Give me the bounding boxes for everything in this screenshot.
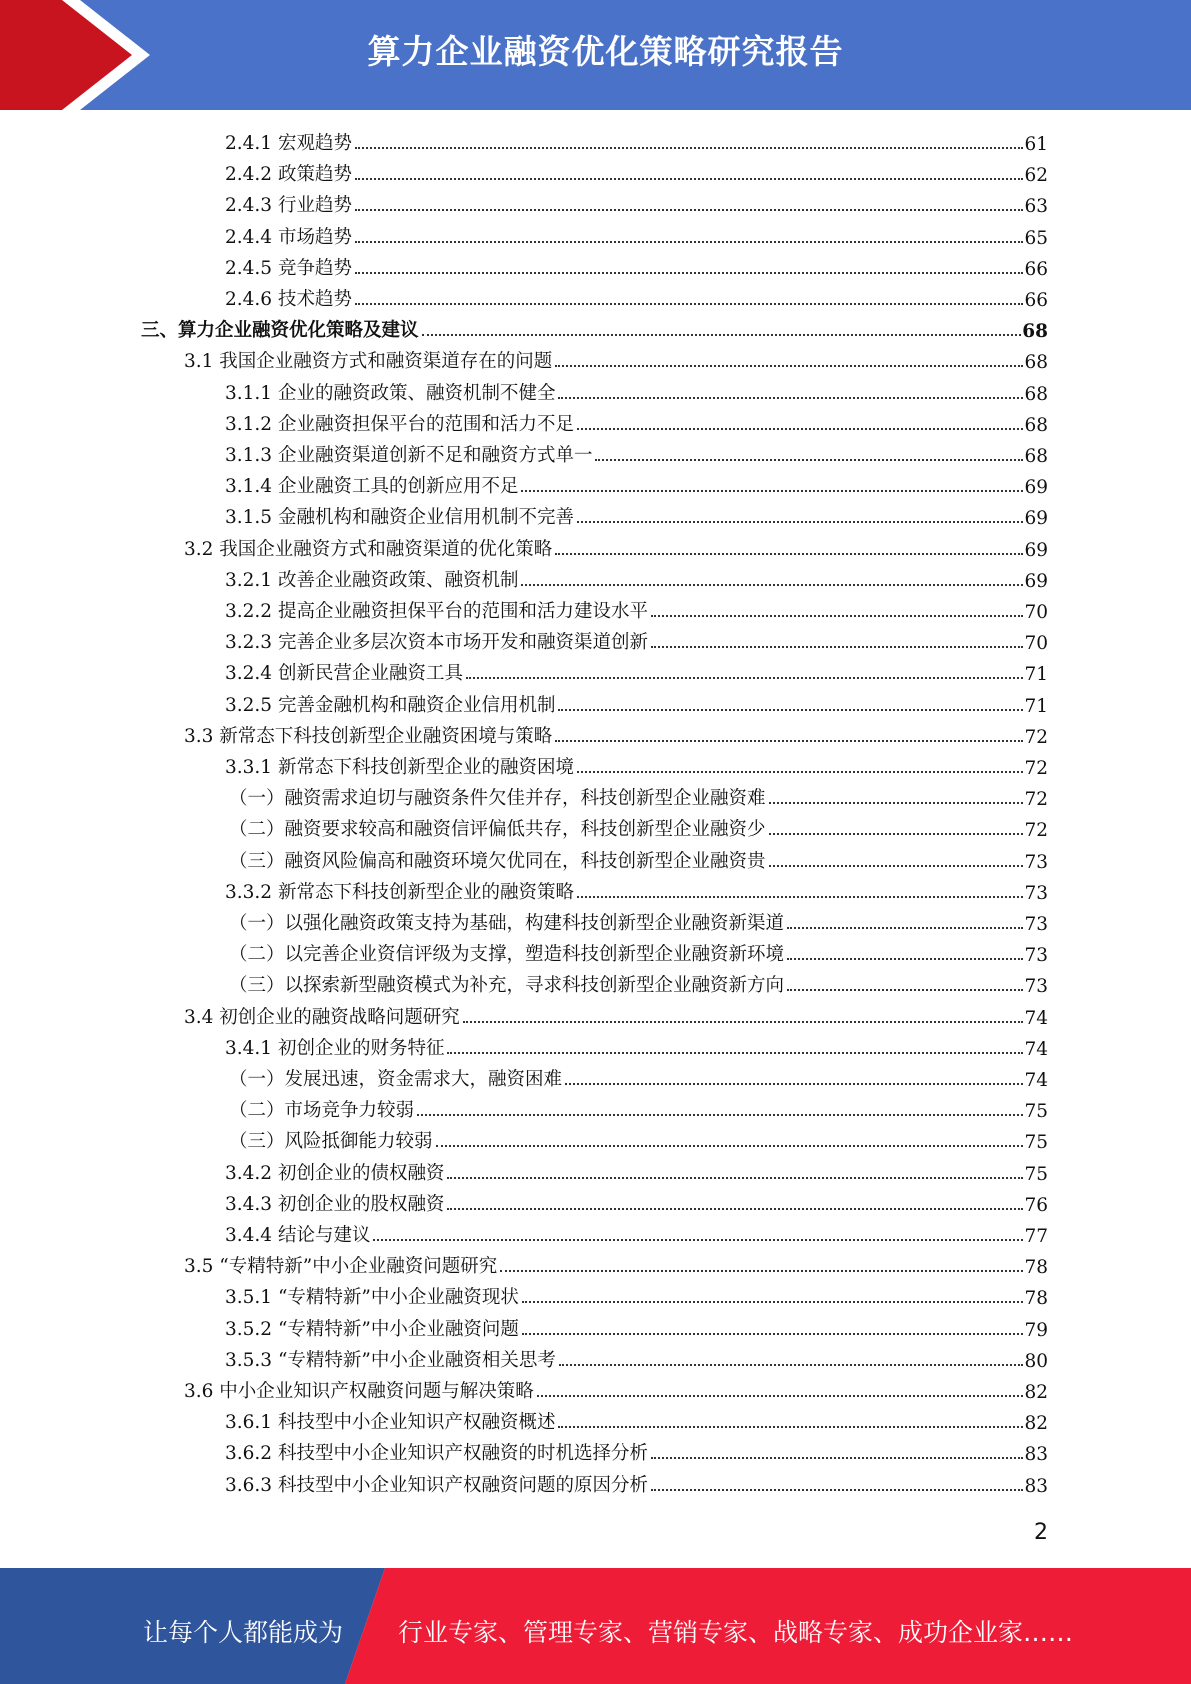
toc-dot-leader: [555, 740, 1023, 742]
toc-dot-leader: [787, 989, 1023, 991]
toc-entry-title: 3.4.1 初创企业的财务特征: [225, 1037, 445, 1059]
toc-entry[interactable]: [225, 436, 1048, 467]
toc-entry-page: 82: [1024, 1382, 1048, 1403]
toc-entry-title: 3.2.4 创新民营企业融资工具: [225, 663, 463, 685]
toc-entry-page: 82: [1024, 1413, 1048, 1435]
toc-entry-page: 69: [1024, 508, 1048, 530]
toc-entry[interactable]: [184, 530, 1048, 561]
toc-dot-leader: [558, 397, 1023, 399]
page-footer: [0, 1568, 1191, 1684]
toc-entry-title: （二）市场竞争力较弱: [229, 1100, 415, 1122]
toc-entry-title: 3.5 “专精特新”中小企业融资问题研究: [184, 1256, 498, 1278]
toc-entry-page: 74: [1024, 1070, 1048, 1091]
toc-entry-page: 75: [1024, 1101, 1048, 1123]
toc-dot-leader: [447, 1052, 1023, 1054]
toc-entry-page: 74: [1024, 1038, 1048, 1060]
toc-entry-title: （一）发展迅速，资金需求大，融资困难: [229, 1069, 563, 1090]
toc-entry[interactable]: [225, 1154, 1048, 1185]
toc-entry-page: 73: [1024, 976, 1048, 998]
toc-entry-page: 62: [1024, 165, 1048, 187]
footer-slogan-right: 行业专家、管理专家、营销专家、战略专家、成功企业家……: [398, 1618, 1074, 1647]
toc-entry-title: 3.4.2 初创企业的债权融资: [225, 1162, 445, 1184]
toc-entry[interactable]: [229, 1060, 1048, 1091]
toc-entry-page: 68: [1024, 414, 1048, 436]
toc-entry-page: 72: [1024, 820, 1048, 842]
toc-entry[interactable]: [225, 1403, 1048, 1434]
toc-entry[interactable]: [141, 311, 1048, 342]
toc-entry[interactable]: [225, 748, 1048, 779]
toc-entry-title: （三）融资风险偏高和融资环境欠优同在，科技创新型企业融资贵: [229, 850, 766, 872]
toc-dot-leader: [355, 303, 1024, 305]
toc-dot-leader: [355, 272, 1024, 274]
toc-entry-page: 71: [1024, 695, 1048, 717]
toc-entry-page: 68: [1024, 352, 1048, 374]
toc-entry-title: 3.1 我国企业融资方式和融资渠道存在的问题: [184, 351, 553, 373]
toc-entry-title: 3.3.2 新常态下科技创新型企业的融资策略: [225, 881, 574, 903]
toc-entry[interactable]: [184, 717, 1048, 748]
toc-entry-title: （三）风险抵御能力较弱: [229, 1131, 433, 1153]
toc-entry[interactable]: [225, 592, 1048, 623]
toc-entry[interactable]: [225, 467, 1048, 498]
toc-entry-page: 78: [1024, 1257, 1048, 1279]
toc-dot-leader: [555, 365, 1023, 367]
toc-entry-page: 61: [1024, 134, 1048, 155]
toc-entry[interactable]: [225, 124, 1048, 155]
toc-dot-leader: [422, 334, 1022, 336]
toc-entry-page: 72: [1024, 726, 1048, 748]
toc-entry-page: 70: [1024, 633, 1048, 655]
toc-entry-page: 77: [1024, 1226, 1048, 1247]
page-header: [0, 0, 1191, 110]
toc-dot-leader: [466, 677, 1023, 679]
toc-dot-leader: [447, 1177, 1023, 1179]
toc-dot-leader: [787, 927, 1023, 929]
toc-dot-leader: [769, 802, 1024, 804]
toc-entry-page: 83: [1024, 1475, 1048, 1497]
toc-entry[interactable]: [229, 1091, 1048, 1122]
toc-entry-title: 3.1.3 企业融资渠道创新不足和融资方式单一: [225, 445, 593, 466]
toc-dot-leader: [651, 1489, 1023, 1491]
toc-entry[interactable]: [225, 1466, 1048, 1497]
toc-entry[interactable]: [229, 810, 1048, 841]
toc-entry-title: 3.2.3 完善企业多层次资本市场开发和融资渠道创新: [225, 632, 648, 654]
toc-entry[interactable]: [225, 1185, 1048, 1216]
toc-entry[interactable]: [229, 935, 1048, 966]
toc-dot-leader: [373, 1239, 1023, 1241]
toc-entry-page: 73: [1024, 882, 1048, 904]
toc-entry[interactable]: [225, 1029, 1048, 1060]
toc-entry-page: 72: [1024, 789, 1048, 811]
toc-dot-leader: [447, 1208, 1023, 1210]
toc-entry[interactable]: [229, 904, 1048, 935]
toc-dot-leader: [651, 1457, 1023, 1459]
toc-entry-page: 68: [1024, 383, 1048, 405]
toc-entry[interactable]: [225, 1341, 1048, 1372]
toc-entry[interactable]: [225, 155, 1048, 186]
toc-dot-leader: [558, 709, 1023, 711]
toc-entry-title: 3.5.2 “专精特新”中小企业融资问题: [225, 1318, 519, 1340]
toc-dot-leader: [355, 147, 1024, 149]
toc-dot-leader: [769, 865, 1024, 867]
toc-entry-title: 3.1.4 企业融资工具的创新应用不足: [225, 476, 519, 498]
toc-dot-leader: [436, 1145, 1024, 1147]
toc-entry-title: 3.2 我国企业融资方式和融资渠道的优化策略: [184, 538, 553, 560]
toc-entry-title: 3.2.5 完善金融机构和融资企业信用机制: [225, 694, 556, 716]
toc-entry-page: 74: [1024, 1007, 1048, 1029]
toc-entry[interactable]: [225, 498, 1048, 529]
toc-entry[interactable]: [229, 1122, 1048, 1153]
toc-dot-leader: [769, 833, 1024, 835]
toc-entry-page: 73: [1024, 851, 1048, 873]
toc-dot-leader: [522, 1333, 1024, 1335]
toc-entry-title: 3.4.3 初创企业的股权融资: [225, 1193, 445, 1215]
toc-entry-page: 69: [1024, 570, 1048, 592]
toc-entry-title: 2.4.3 行业趋势: [225, 195, 352, 217]
toc-entry-page: 75: [1024, 1132, 1048, 1154]
toc-entry-page: 78: [1024, 1288, 1048, 1310]
toc-dot-leader: [522, 1301, 1024, 1303]
toc-entry-title: （一）融资需求迫切与融资条件欠佳并存，科技创新型企业融资难: [229, 788, 766, 810]
toc-entry-page: 70: [1024, 602, 1048, 623]
toc-entry-title: （三）以探索新型融资模式为补充，寻求科技创新型企业融资新方向: [229, 975, 785, 997]
toc-dot-leader: [355, 241, 1024, 243]
toc-entry[interactable]: [225, 1310, 1048, 1341]
toc-entry-title: 3.1.2 企业融资担保平台的范围和活力不足: [225, 413, 574, 435]
toc-entry-page: 73: [1024, 914, 1048, 935]
toc-entry-title: 三、算力企业融资优化策略及建议: [141, 320, 419, 342]
toc-entry-title: 3.4 初创企业的融资战略问题研究: [184, 1006, 460, 1028]
toc-entry-title: 3.6 中小企业知识产权融资问题与解决策略: [184, 1381, 534, 1402]
toc-dot-leader: [355, 178, 1024, 180]
toc-entry-page: 68: [1022, 321, 1048, 343]
toc-entry-page: 66: [1024, 290, 1048, 311]
toc-entry-title: 2.4.6 技术趋势: [225, 289, 352, 310]
toc-entry-page: 71: [1024, 664, 1048, 686]
toc-entry[interactable]: [225, 218, 1048, 249]
toc-entry-title: （一）以强化融资政策支持为基础，构建科技创新型企业融资新渠道: [229, 913, 785, 934]
toc-entry-title: 3.3 新常态下科技创新型企业融资困境与策略: [184, 725, 553, 747]
toc-entry-title: 3.5.3 “专精特新”中小企业融资相关思考: [225, 1349, 556, 1371]
toc-dot-leader: [500, 1270, 1023, 1272]
toc-dot-leader: [787, 958, 1023, 960]
toc-entry-title: 3.2.2 提高企业融资担保平台的范围和活力建设水平: [225, 601, 648, 622]
toc-dot-leader: [463, 1021, 1024, 1023]
toc-entry-title: 3.6.1 科技型中小企业知识产权融资概述: [225, 1412, 556, 1434]
toc-entry[interactable]: [225, 623, 1048, 654]
toc-entry-title: 3.3.1 新常态下科技创新型企业的融资困境: [225, 757, 574, 778]
toc-entry[interactable]: [184, 1372, 1048, 1403]
toc-dot-leader: [651, 615, 1023, 617]
toc-entry[interactable]: [184, 342, 1048, 373]
toc-entry-title: 3.2.1 改善企业融资政策、融资机制: [225, 569, 519, 591]
toc-entry-title: 3.6.3 科技型中小企业知识产权融资问题的原因分析: [225, 1474, 648, 1496]
report-title: 算力企业融资优化策略研究报告: [367, 32, 844, 71]
toc-dot-leader: [577, 896, 1023, 898]
toc-entry-page: 80: [1024, 1350, 1048, 1372]
toc-entry[interactable]: [229, 779, 1048, 810]
toc-entry-title: 2.4.1 宏观趋势: [225, 133, 352, 154]
toc-entry-title: 3.6.2 科技型中小企业知识产权融资的时机选择分析: [225, 1443, 648, 1465]
toc-dot-leader: [559, 1364, 1024, 1366]
toc-entry-page: 69: [1024, 477, 1048, 499]
toc-entry[interactable]: [229, 966, 1048, 997]
toc-dot-leader: [577, 521, 1023, 523]
toc-entry-page: 65: [1024, 227, 1048, 249]
toc-entry[interactable]: [225, 1434, 1048, 1465]
toc-entry-page: 76: [1024, 1194, 1048, 1216]
toc-dot-leader: [595, 459, 1023, 461]
toc-entry[interactable]: [225, 1278, 1048, 1309]
toc-entry-page: 75: [1024, 1163, 1048, 1185]
page-number: 2: [1034, 1520, 1048, 1545]
toc-entry-title: （二）融资要求较高和融资信评偏低共存，科技创新型企业融资少: [229, 819, 766, 841]
toc-entry-page: 83: [1024, 1444, 1048, 1466]
toc-entry[interactable]: [225, 654, 1048, 685]
toc-entry[interactable]: [225, 1216, 1048, 1247]
toc-entry-title: 2.4.2 政策趋势: [225, 164, 352, 186]
toc-dot-leader: [555, 553, 1023, 555]
toc-entry[interactable]: [225, 873, 1048, 904]
toc-entry-title: （二）以完善企业资信评级为支撑，塑造科技创新型企业融资新环境: [229, 944, 785, 966]
toc-dot-leader: [651, 646, 1023, 648]
toc-entry[interactable]: [225, 405, 1048, 436]
toc-dot-leader: [521, 584, 1023, 586]
toc-entry-page: 79: [1024, 1319, 1048, 1341]
toc-entry[interactable]: [229, 842, 1048, 873]
footer-slogan-left: 让每个人都能成为: [143, 1618, 344, 1647]
toc-dot-leader: [558, 1426, 1023, 1428]
toc-entry[interactable]: [225, 374, 1048, 405]
toc-entry-title: 3.5.1 “专精特新”中小企业融资现状: [225, 1287, 519, 1309]
toc-entry-page: 73: [1024, 945, 1048, 967]
toc-entry[interactable]: [225, 186, 1048, 217]
toc-entry-page: 66: [1024, 258, 1048, 280]
toc-entry-title: 3.1.5 金融机构和融资企业信用机制不完善: [225, 507, 574, 529]
toc-entry-page: 69: [1024, 539, 1048, 561]
toc-entry-page: 72: [1024, 758, 1048, 779]
toc-entry[interactable]: [184, 1247, 1048, 1278]
toc-entry-page: 68: [1024, 446, 1048, 467]
toc-entry-title: 2.4.4 市场趋势: [225, 226, 352, 248]
toc-dot-leader: [355, 209, 1024, 211]
toc-entry[interactable]: [225, 249, 1048, 280]
toc-entry-page: 63: [1024, 196, 1048, 218]
toc-entry[interactable]: [225, 561, 1048, 592]
toc-entry[interactable]: [184, 998, 1048, 1029]
toc-entry-title: 3.1.1 企业的融资政策、融资机制不健全: [225, 382, 556, 404]
toc-entry[interactable]: [225, 686, 1048, 717]
toc-entry-title: 2.4.5 竞争趋势: [225, 257, 352, 279]
toc-dot-leader: [521, 490, 1023, 492]
toc-entry[interactable]: [225, 280, 1048, 311]
toc-dot-leader: [537, 1395, 1024, 1397]
toc-dot-leader: [577, 771, 1023, 773]
toc-dot-leader: [565, 1083, 1023, 1085]
toc-dot-leader: [577, 428, 1023, 430]
toc-entry-title: 3.4.4 结论与建议: [225, 1225, 371, 1246]
toc-dot-leader: [417, 1114, 1023, 1116]
